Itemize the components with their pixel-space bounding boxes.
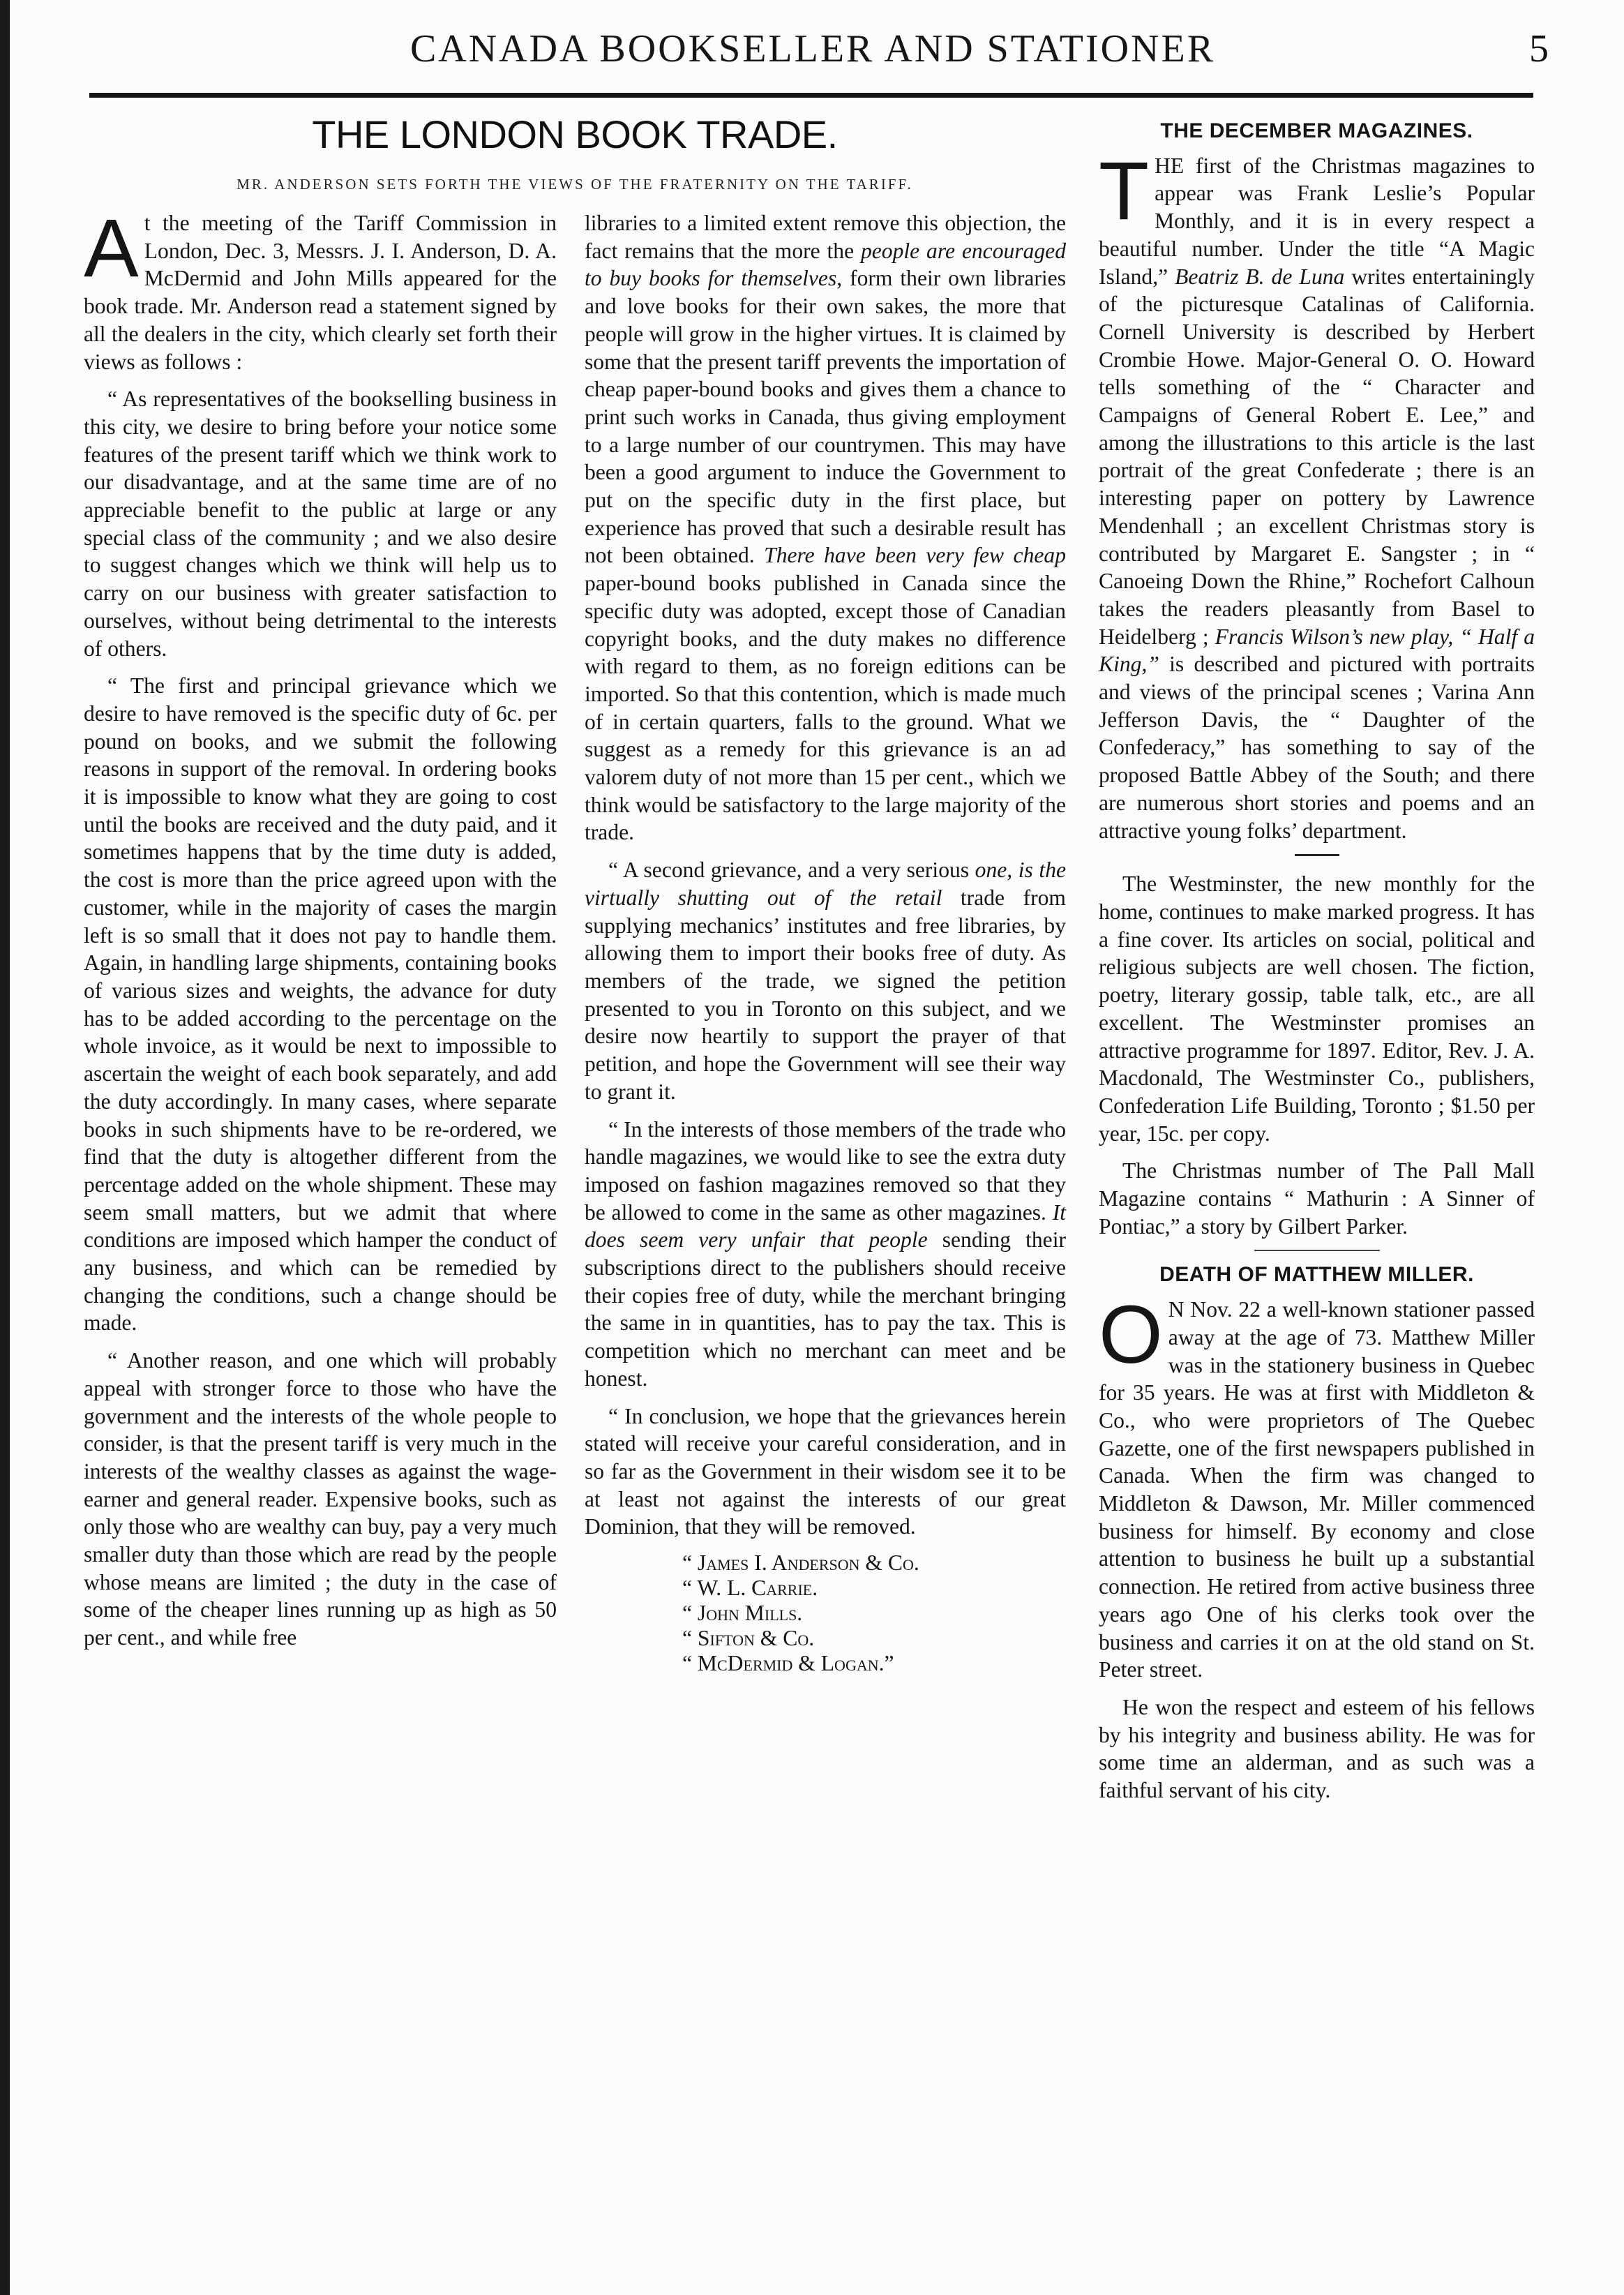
journal-title: CANADA BOOKSELLER AND STATIONER xyxy=(409,27,1216,70)
paragraph: He won the respect and esteem of his fellows by his integrity and business ability. He was for some time an alderman, and as such was a faithful servant of his city. xyxy=(1099,1694,1535,1803)
article-headline: THE LONDON BOOK TRADE. xyxy=(312,112,838,156)
signatures xyxy=(585,1550,1066,1676)
drop-cap: O xyxy=(1099,1289,1163,1382)
page-header xyxy=(105,27,1549,89)
drop-cap: A xyxy=(84,202,139,294)
article-column-1 xyxy=(84,202,557,1661)
signature-line: “ John Mills. xyxy=(682,1601,803,1626)
section-heading: DEATH OF MATTHEW MILLER. xyxy=(1159,1263,1474,1287)
article-column-2 xyxy=(585,209,1066,1676)
signature-line: “ James I. Anderson & Co. xyxy=(682,1550,919,1576)
paragraph: The Christmas number of The Pall Mall Magazine contains “ Mathurin : A Sinner of Pontiac,” a story by Gilbert Parker. xyxy=(1099,1158,1535,1239)
paragraph: The Westminster, the new monthly for the home, continues to make marked progress. It has a fine cover. Its articles on social, political and religious subjects are well chosen. The fiction, poetry, literary gossip, table talk, etc., are all excellent. The Westminster promises an attractive programme for 1897. Editor, Rev. J. A. Macdonald, The Westminster Co., publishers, Confederation Life Building, Toronto ; $1.50 per year, 15c. per copy. xyxy=(1099,872,1535,1146)
paragraph: “ In conclusion, we hope that the grievances herein stated will receive your careful consideration, and in so far as the Government in their wisdom see it to be at least not against the interests of our great Dominion, that they will be removed. xyxy=(585,1403,1066,1539)
paragraph: libraries to a limited extent remove this objection, the fact remains that the more the people are encouraged to buy books for themselves, form their own libraries and love books for their own sakes, the more that people will grow in the higher virtues. It is claimed by some that the present tariff prevents the importation of cheap paper-bound books and gives them a chance to print such works in Canada, thus giving employment to a large number of our countrymen. This may have been a good argument to induce the Government to put on the specific duty in the first place, but experience has proved that such a desirable result has not been obtained. There have been very few cheap paper-bound books published in Canada since the specific duty was adopted, except those of Canadian copyright books, and the duty makes no difference with regard to them, as no foreign editions can be imported. So that this contention, which is made much of in certain quarters, falls to the ground. What we suggest as a remedy for this grievance is an ad valorem duty of not more than 15 per cent., which we think would be satisfactory to the large majority of the trade. xyxy=(585,211,1066,845)
header-rule xyxy=(89,93,1533,98)
paragraph: “ In the interests of those members of the trade who handle magazines, we would like to see the extra duty imposed on fashion magazines removed so that they be allowed to come in the same as other magazines. It does seem very unfair that people sending their subscriptions direct to the publishers should receive their copies free of duty, while the merchant bringing the same in in quantities, has to pay the tax. This is competition which no merchant can meet and be honest. xyxy=(585,1116,1066,1391)
section-heading: THE DECEMBER MAGAZINES. xyxy=(1160,119,1473,142)
page-number: 5 xyxy=(1529,27,1549,70)
left-margin-bar xyxy=(0,0,10,2295)
drop-cap: T xyxy=(1099,144,1150,237)
paragraph: “ As representatives of the bookselling business in this city, we desire to bring before your notice some features of the present tariff which we think work to our disadvantage, and at the same time are of no appreciable benefit to the public at large or any special class of the community ; and we also desire to suggest changes which we think will help us to carry on our business with greater satisfaction to ourselves, without being detrimental to the interests of others. xyxy=(84,387,557,661)
paragraph: “ A second grievance, and a very serious one, is the virtually shutting out of the retail trade from supplying mechanics’ institutes and free libraries, by allowing them to import their books free of duty. As members of the trade, we signed the petition presented to you in Toronto on this subject, and we desire now heartily to support the prayer of that petition, and hope the Government will see their way to grant it. xyxy=(585,858,1067,1104)
section-divider xyxy=(1254,1250,1380,1251)
signature-line: “ Sifton & Co. xyxy=(682,1626,815,1651)
sidebar-column xyxy=(1099,117,1535,1814)
signature-line: “ McDermid & Logan.” xyxy=(682,1651,894,1676)
article-subhead: MR. ANDERSON SETS FORTH THE VIEWS OF THE FRATERNITY ON THE TARIFF. xyxy=(236,176,913,193)
signature-line: “ W. L. Carrie. xyxy=(682,1576,818,1601)
section-divider xyxy=(1295,854,1339,856)
paragraph: “ Another reason, and one which will probably appeal with stronger force to those who have the government and the interests of the whole people to consider, is that the present tariff is very much in the interests of the wealthy classes as against the wage-earner and general reader. Expensive books, such as only those who are wealthy can buy, pay a very much smaller duty than those which are read by the people whose means are limited ; the duty in the case of some of the cheaper lines running up as high as 50 per cent., and while free xyxy=(84,1348,557,1650)
paragraph: THE first of the Christmas magazines to appear was Frank Leslie’s Popular Monthly, and it is in every respect a beautiful number. Under the title “A Magic Island,” Beatriz B. de Luna writes entertainingly of the picturesque Catalinas of California. Cornell University is described by Herbert Crombie Howe. Major-General O. O. Howard tells something of the “ Character and Campaigns of General Robert E. Lee,” and among the illustrations to this article is the last portrait of the great Confederate ; there is an interesting paper on pottery by Lawrence Mendenhall ; an excellent Christmas story is contributed by Margaret E. Sangster ; in “ Canoeing Down the Rhine,” Rochefort Calhoun takes the readers pleasantly from Basel to Heidelberg ; Francis Wilson’s new play, “ Half a King,” is described and pictured with portraits and views of the principal scenes ; Varina Ann Jefferson Davis, the “ Daughter of the Confederacy,” has something to say of the proposed Battle Abbey of the South; and there are numerous short stories and poems and an attractive young folks’ department. xyxy=(1099,144,1535,843)
paragraph: At the meeting of the Tariff Commission in London, Dec. 3, Messrs. J. I. Anderson, D. A. McDermid and John Mills appeared for the book trade. Mr. Anderson read a statement signed by all the dealers in the city, which clearly set forth their views as follows : xyxy=(84,202,557,374)
paragraph: “ The first and principal grievance which we desire to have removed is the specific duty of 6c. per pound on books, and we submit the following reasons in support of the removal. In ordering books it is impossible to know what they are going to cost until the books are received and the duty paid, and it sometimes happens that by the time duty is added, the cost is more than the price agreed upon with the customer, while in the majority of cases the margin left is so small that it does not pay to handle them. Again, in handling large shipments, containing books of various sizes and weights, the advance for duty has to be added according to the percentage on the whole invoice, as it would be next to impossible to ascertain the weight of each book separately, and add the duty accordingly. In many cases, where separate books in such shipments have to be re-ordered, we find that the duty is altogether different from the percentage added on the whole shipment. These may seem small matters, but we admit that where conditions are imposed which hamper the conduct of any business, and which can be remedied by changing the conditions, such a change should be made. xyxy=(84,673,557,1336)
paragraph: O N Nov. 22 a well-known stationer passed away at the age of 73. Matthew Miller was in the stationery business in Quebec for 35 years. He was at first with Middleton & Co., who were proprietors of The Quebec Gazette, one of the first newspapers published in Canada. When the firm was changed to Middleton & Dawson, Mr. Miller commenced business for himself. By economy and close attention to business he built up a substantial connection. He retired from active business three years ago One of his clerks took over the business and carries it on at the old stand on St. Peter street. xyxy=(1099,1289,1535,1682)
